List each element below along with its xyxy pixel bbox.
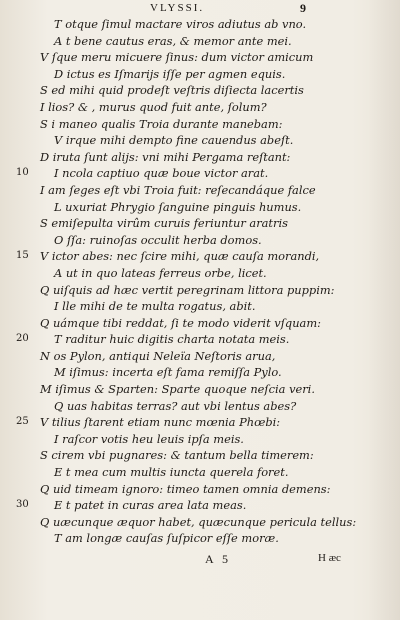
verse-text: Q uæcunque æquor habet, quæcunque pericula tellus: [40, 514, 357, 529]
verse-text: S ed mihi quid prodeſt veſtris diſiecta lacertis [40, 83, 304, 98]
verse-line [0, 215, 400, 232]
verse-line [0, 447, 400, 464]
line-number: 20 [16, 333, 29, 345]
verse-line [0, 464, 400, 481]
verse-text: I raſcor votis heu leuis ipſa meis. [54, 431, 244, 446]
verse-text: T raditur huic digitis charta notata meis. [54, 332, 290, 347]
verse-text: D ictus es Iſmarijs iſſe per agmen equis. [54, 66, 286, 81]
verse-line [0, 99, 400, 116]
page-number: 9 [300, 1, 306, 15]
verse-line [0, 497, 400, 514]
verse-text: I lios? & , murus quod fuit ante, ſolum? [40, 99, 267, 114]
verse-line [0, 116, 400, 133]
poem-text-block [0, 16, 400, 547]
verse-line [0, 232, 400, 249]
verse-text: I ncola captiuo quæ boue victor arat. [54, 166, 269, 181]
verse-line [0, 364, 400, 381]
verse-text: V ictor abes: nec ſcire mihi, quæ cauſa morandi, [40, 249, 320, 264]
verse-text: S i maneo qualis Troia durante manebam: [40, 116, 283, 131]
verse-line [0, 182, 400, 199]
verse-line [0, 165, 400, 182]
verse-line [0, 298, 400, 315]
verse-line [0, 82, 400, 99]
verse-line [0, 33, 400, 50]
verse-text: T otque ſimul mactare viros adiutus ab vno. [54, 17, 307, 31]
verse-line [0, 348, 400, 365]
verse-line [0, 431, 400, 448]
verse-text: V irque mihi dempto fine cauendus abeſt. [54, 133, 294, 148]
verse-line [0, 414, 400, 431]
line-number: 15 [16, 250, 29, 262]
verse-text: A t bene cautus eras, & memor ante mei. [54, 33, 292, 48]
verse-line [0, 530, 400, 547]
line-number: 30 [16, 499, 29, 511]
running-head: VLYSSI. [150, 2, 205, 14]
verse-line [0, 398, 400, 415]
verse-text: E t mea cum multis iuncta querela foret. [54, 465, 289, 480]
verse-text: N os Pylon, antiqui Neleïa Neſtoris arua, [40, 348, 276, 363]
verse-text: A ut in quo lateas ferreus orbe, licet. [54, 265, 267, 280]
verse-text: Q uámque tibi reddat, ſi te modo viderit vſquam: [40, 315, 321, 330]
verse-text: V ſque meru micuere ſinus: dum victor amicum [40, 50, 314, 65]
line-number: 25 [16, 416, 29, 428]
verse-text: S emiſepulta virûm curuis feriuntur aratris [40, 216, 288, 231]
verse-text: Q uid timeam ignoro: timeo tamen omnia demens: [40, 481, 331, 496]
verse-line [0, 381, 400, 398]
verse-text: V tilius ſtarent etiam nunc mœnia Phœbi: [40, 415, 281, 430]
catchword: H æc [318, 552, 341, 564]
verse-text: I lle mihi de te multa rogatus, abit. [54, 299, 256, 314]
verse-text: Q uas habitas terras? aut vbi lentus abes? [54, 398, 297, 413]
verse-line [0, 481, 400, 498]
verse-text: E t patet in curas area lata meas. [54, 498, 247, 513]
verse-line [0, 66, 400, 83]
verse-line [0, 282, 400, 299]
verse-text: T am longæ cauſas ſuſpicor eſſe moræ. [54, 531, 279, 546]
verse-text: L uxuriat Phrygio ſanguine pinguis humus. [54, 199, 302, 214]
verse-text: I am ſeges eſt vbi Troia fuit: reſecandáque falce [40, 182, 316, 197]
verse-line [0, 514, 400, 531]
verse-line [0, 132, 400, 149]
verse-line [0, 16, 400, 33]
verse-text: Q uiſquis ad hæc vertit peregrinam littora puppim: [40, 282, 335, 297]
verse-text: M iſimus & Sparten: Sparte quoque neſcia veri. [40, 382, 315, 397]
verse-text: D iruta ſunt alijs: vni mihi Pergama reſtant: [40, 149, 291, 164]
verse-line [0, 265, 400, 282]
verse-line [0, 248, 400, 265]
verse-line [0, 331, 400, 348]
verse-text: O ſſa: ruinoſas occulit herba domos. [54, 232, 262, 247]
line-number: 10 [16, 167, 29, 179]
verse-line [0, 149, 400, 166]
signature-mark: A 5 [205, 552, 232, 566]
verse-text: M iſimus: incerta eſt fama remiſſa Pylo. [54, 365, 282, 380]
verse-text: S cirem vbi pugnares: & tantum bella timerem: [40, 448, 314, 463]
page-footer [0, 552, 400, 572]
verse-line [0, 49, 400, 66]
verse-line [0, 199, 400, 216]
verse-line [0, 315, 400, 332]
